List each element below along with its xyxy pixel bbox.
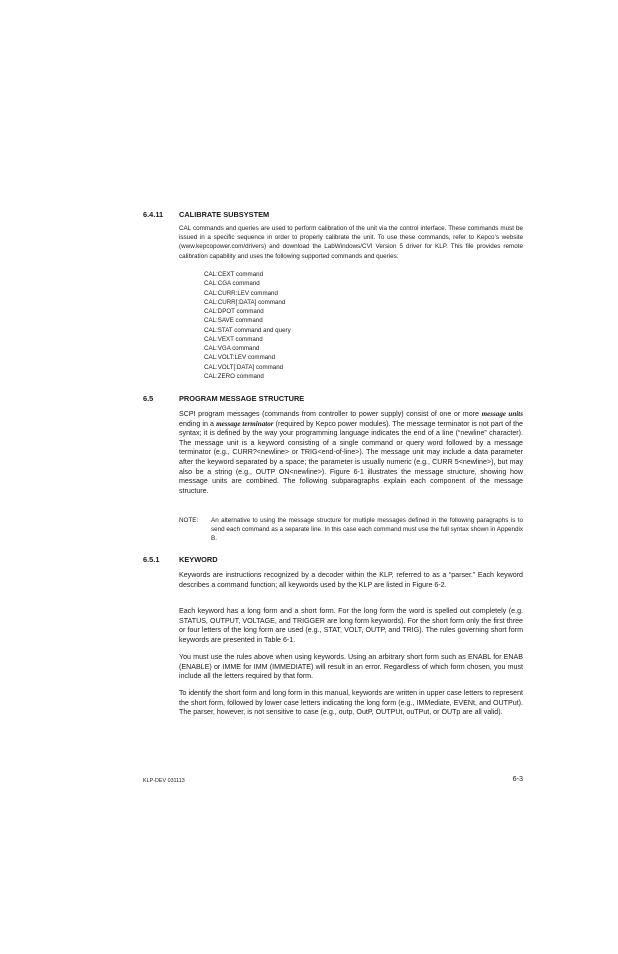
keyword-paragraph-2: Each keyword has a long form and a short form. For the long form the word is spelled out completely (e.g. STATUS, OUTPUT, VOLTAGE, and TRIGGER are long form keywords). For the short form only the first three or four letters of the long form are used (e.g., STAT, VOLT, OUTP, and TRIG). The rules governing short form keywords are presented in Table 6-1.: [179, 607, 523, 644]
command-list-item: CAL:CURR:LEV command: [204, 289, 278, 297]
command-list-item: CAL:VEXT command: [204, 335, 263, 343]
command-list-item: CAL:ZERO command: [204, 372, 264, 380]
section-number: 6.5: [143, 394, 154, 403]
command-list-item: CAL:SAVE command: [204, 317, 263, 325]
section-number: 6.5.1: [143, 555, 160, 564]
command-list-item: CAL:CURR[:DATA] command: [204, 298, 286, 306]
command-list-item: CAL:VOLT[:DATA] command: [204, 363, 284, 371]
text-run: SCPI program messages (commands from controller to power supply) consist of one or more: [179, 410, 482, 418]
command-list: [204, 270, 291, 381]
emphasis-message-units: message units: [481, 410, 524, 418]
text-run: ending in a: [179, 419, 217, 428]
section-title: PROGRAM MESSAGE STRUCTURE: [179, 394, 305, 403]
section-title: KEYWORD: [179, 555, 218, 564]
section-paragraph: [179, 410, 523, 496]
command-list-item: CAL:VOLT:LEV command: [204, 354, 276, 362]
emphasis-message-terminator: message terminator: [216, 419, 274, 428]
note-label: NOTE:: [179, 517, 199, 524]
footer-page-number: 6-3: [512, 774, 523, 783]
footer-doc-id: KLP-DEV 031113: [143, 778, 185, 784]
command-list-item: CAL:CGA command: [204, 280, 260, 288]
section-paragraph: CAL commands and queries are used to perform calibration of the unit via the control interface. These commands must be issued in a specific sequence in order to properly calibrate the unit. To use these commands, refer to Kepco’s website (www.kepcopower.com/drivers) and download the LabWindows/CVI Version 5 driver for KLP. This file provides remote calibration capability and uses the following supported commands and queries:: [179, 225, 523, 260]
command-list-item: CAL:STAT command and query: [204, 326, 291, 334]
section-title: CALIBRATE SUBSYSTEM: [179, 210, 270, 219]
section-number: 6.4.11: [143, 210, 164, 219]
command-list-item: CAL:CEXT command: [204, 271, 264, 278]
keyword-paragraph-3: You must use the rules above when using keywords. Using an arbitrary short form such as ENABL for ENAB (ENABLE) or IMME for IMM (IMMEDIATE) will result in an error. Regardless of which form chosen, you must include all the letters required by that form.: [179, 653, 523, 681]
keyword-paragraph-4: To identify the short form and long form in this manual, keywords are written in upper case letters to represent the short form, followed by lower case letters indicating the long form (e.g., IMMediate, EVENt, and OUTPut). The parser, however, is not sensitive to case (e.g., outp, OutP, OUTPUt, ouTPut, or OUTp are all valid).: [179, 689, 523, 717]
command-list-item: CAL:VGA command: [204, 345, 260, 352]
keyword-paragraph-1: Keywords are instructions recognized by a decoder within the KLP, referred to as a “parser.” Each keyword describes a command function; all keywords used by the KLP are listed in Figure 6-2.: [179, 571, 523, 589]
command-list-item: CAL:DPOT command: [204, 308, 264, 315]
text-run: (required by Kepco power modules). The message terminator is not part of the syntax; it is defined by the way your programming language indicates the end of a line (“newline” character). The message unit is a keyword consisting of a single command or query word followed by a message terminator (e.g., CURR?<newline> or TRIG<end-of-line>). The message unit may include a data parameter after the keyword separated by a space; the parameter is usually numeric (e.g., CURR 5<newline>), but may also be a string (e.g., OUTP ON<newline>). Figure 6-1 illustrates the message structure, showing how message units are combined. The following subparagraphs explain each component of the message structure.: [179, 419, 523, 495]
note-text: An alternative to using the message structure for multiple messages defined in the following paragraphs is to send each command as a separate line. In this case each command must use the full syntax shown in Appendix B.: [211, 517, 523, 543]
